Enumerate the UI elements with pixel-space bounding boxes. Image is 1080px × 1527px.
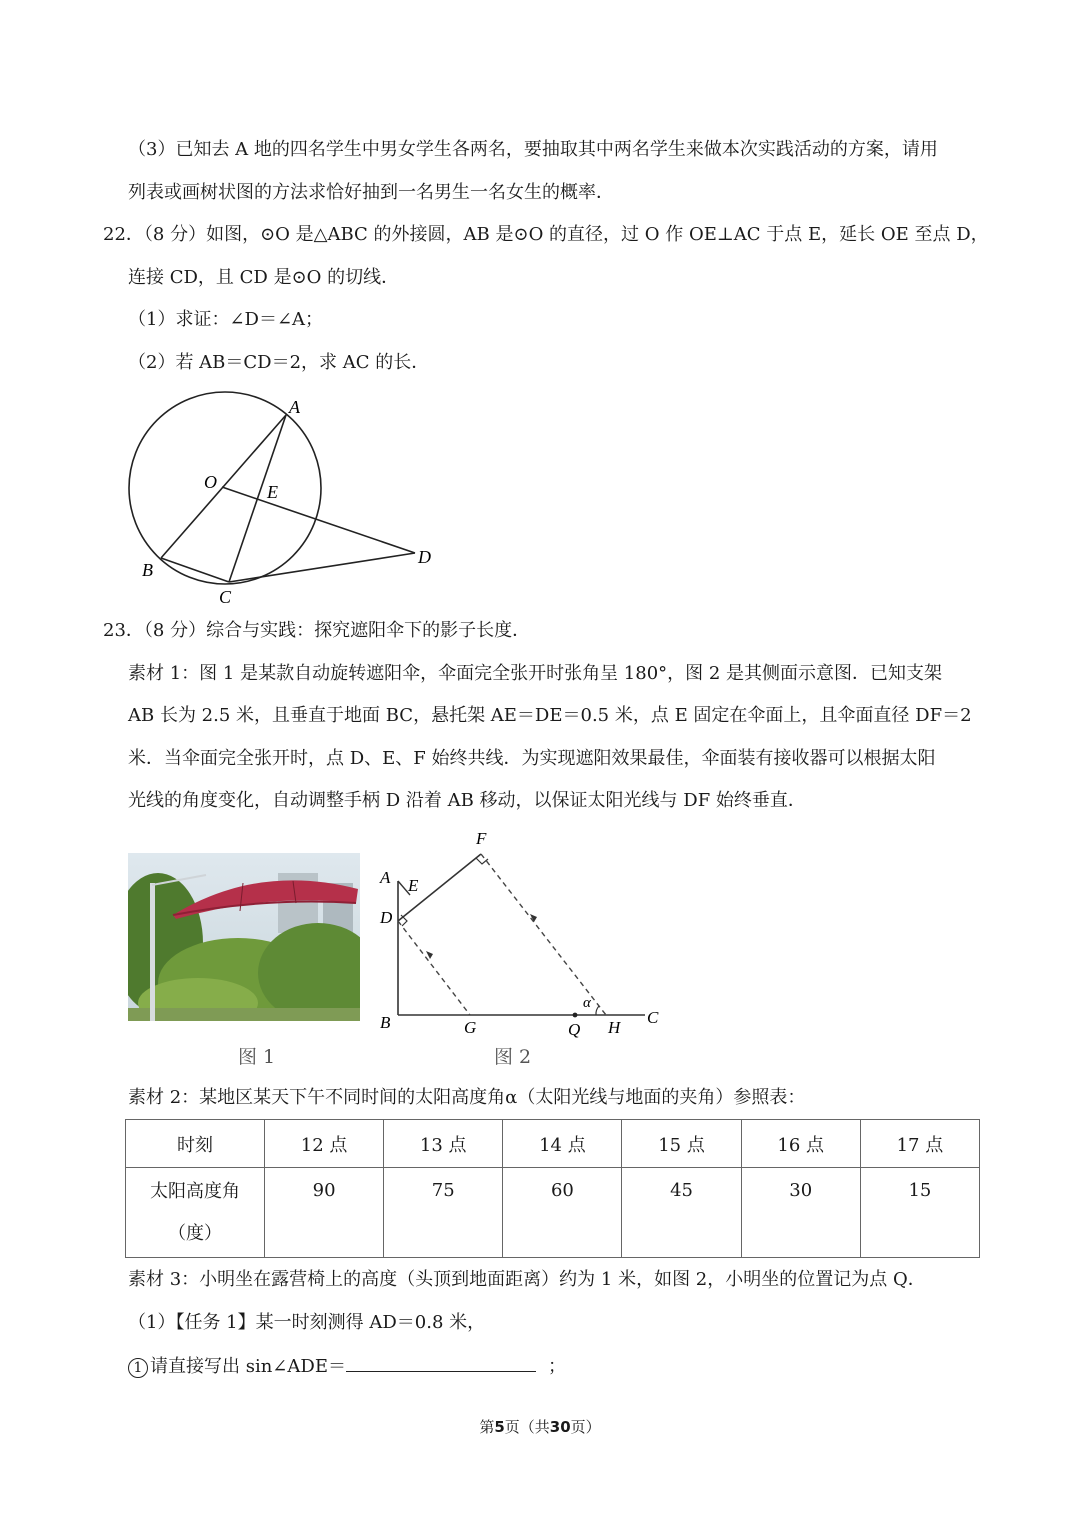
table-angle-cell: 90 [265, 1168, 384, 1258]
label-h: H [608, 1018, 621, 1037]
q23-material1-line2: AB 长为 2.5 米，且垂直于地面 BC，悬托架 AE＝DE＝0.5 米，点 E 固定在伞面上，且伞面直径 DF＝2 [128, 705, 972, 726]
label-q: Q [568, 1020, 581, 1039]
q21-part3-line1: （3）已知去 A 地的四名学生中男女学生各两名，要抽取其中两名学生来做本次实践活动的方案，请用 [128, 139, 938, 160]
footer-page-number: 5 [494, 1418, 505, 1436]
q23-material1-line1: 素材 1：图 1 是某款自动旋转遮阳伞，伞面完全张开时张角呈 180°，图 2 是其侧面示意图．已知支架 [128, 663, 943, 684]
q23-task1-q1 [128, 1353, 566, 1379]
table-time-cell: 12 点 [265, 1120, 384, 1168]
label-b: B [142, 560, 153, 580]
angle-arc [596, 1006, 599, 1015]
table-angle-cell: 15 [860, 1168, 979, 1258]
q23-material1-line4: 光线的角度变化，自动调整手柄 D 沿着 AB 移动，以保证太阳光线与 DF 始终垂直． [128, 790, 806, 811]
label-b: B [380, 1013, 391, 1032]
circled-number: 1 [128, 1358, 148, 1378]
label-a: A [380, 868, 391, 887]
table-row [126, 1120, 980, 1168]
table-header-label: 时刻 [126, 1120, 265, 1168]
table-angle-cell: 75 [384, 1168, 503, 1258]
q23-material3: 素材 3：小明坐在露营椅上的高度（头顶到地面距离）约为 1 米，如图 2，小明坐的位置记为点 Q． [128, 1269, 926, 1290]
right-angle-f [476, 858, 488, 864]
fig1-caption: 图 1 [238, 1046, 276, 1068]
q23-title: 23．（8 分）综合与实践：探究遮阳伞下的影子长度． [103, 620, 531, 641]
q23-material1-line3: 米．当伞面完全张开时，点 D、E、F 始终共线．为实现遮阳效果最佳，伞面装有接收器可以根据太阳 [128, 748, 936, 769]
table-time-cell: 16 点 [741, 1120, 860, 1168]
table-angle-cell: 30 [741, 1168, 860, 1258]
table-time-cell: 17 点 [860, 1120, 979, 1168]
label-c: C [647, 1008, 659, 1027]
q22-stem-line1: 22．（8 分）如图，⊙O 是△ABC 的外接圆，AB 是⊙O 的直径，过 O 作 OE⊥AC 于点 E，延长 OE 至点 D， [103, 224, 989, 245]
table-angle-cell: 60 [503, 1168, 622, 1258]
page-footer [0, 1416, 1080, 1437]
row-label-line2: （度） [168, 1222, 222, 1244]
label-e: E [408, 876, 419, 895]
task1-q1-text: 请直接写出 sin∠ADE＝ [150, 1356, 346, 1377]
table-row [126, 1168, 980, 1258]
label-o: O [204, 472, 217, 492]
fig2-caption: 图 2 [494, 1046, 532, 1068]
label-g: G [464, 1018, 477, 1037]
table-time-cell: 15 点 [622, 1120, 741, 1168]
footer-pre: 第 [479, 1418, 495, 1436]
table-time-cell: 14 点 [503, 1120, 622, 1168]
label-c: C [219, 587, 232, 607]
fig2-schematic [370, 825, 670, 1040]
label-d: D [418, 547, 431, 567]
footer-post: 页） [570, 1418, 601, 1436]
q21-part3-line2: 列表或画树状图的方法求恰好抽到一名男生一名女生的概率． [128, 182, 614, 203]
segment-cd [229, 553, 415, 582]
q23-task1: （1）【任务 1】某一时刻测得 AD＝0.8 米， [128, 1312, 486, 1333]
label-e: E [267, 482, 278, 502]
sun-angle-table [125, 1119, 980, 1258]
label-f: F [476, 829, 487, 848]
umbrella-photo [128, 853, 360, 1021]
q22-circle-figure [110, 390, 450, 612]
table-row-label [126, 1168, 265, 1258]
sunray-dg [398, 921, 470, 1015]
row-label-line1: 太阳高度角 [150, 1180, 240, 1202]
q22-part2: （2）若 AB＝CD＝2，求 AC 的长． [128, 352, 430, 373]
table-time-cell: 13 点 [384, 1120, 503, 1168]
answer-blank[interactable] [346, 1353, 536, 1372]
q22-part1: （1）求证：∠D＝∠A； [128, 309, 324, 330]
table-angle-cell: 45 [622, 1168, 741, 1258]
footer-total-pages: 30 [549, 1418, 571, 1436]
footer-mid: 页（共 [504, 1418, 550, 1436]
label-a: A [289, 397, 300, 417]
q22-stem-line2: 连接 CD，且 CD 是⊙O 的切线． [128, 267, 400, 288]
sunray-fh [481, 854, 606, 1015]
task1-q1-end: ； [547, 1356, 566, 1377]
label-d: D [380, 908, 393, 927]
point-q [573, 1013, 578, 1018]
label-alpha: α [583, 995, 591, 1011]
q23-material2: 素材 2：某地区某天下午不同时间的太阳高度角α（太阳光线与地面的夹角）参照表： [128, 1087, 806, 1108]
